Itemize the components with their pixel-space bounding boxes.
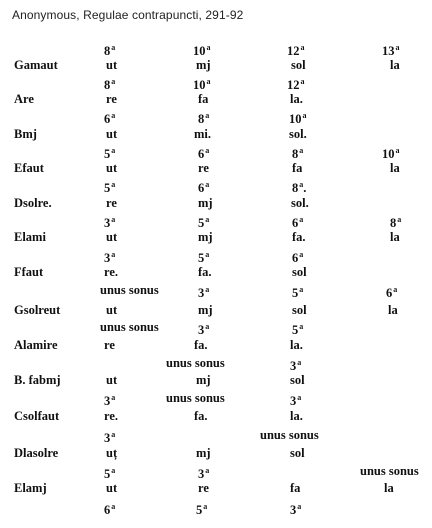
table-cell: 5$^a$ xyxy=(104,146,116,161)
table-cell: ut xyxy=(106,230,118,244)
table-row-syllables xyxy=(0,229,432,245)
table-cell: unus sonus xyxy=(360,464,419,478)
table-cell: 10$^a$ xyxy=(382,146,400,161)
table-row-syllables xyxy=(0,160,432,176)
row-label: Are xyxy=(14,92,34,106)
table-cell: re xyxy=(104,338,115,352)
table-cell: fa. xyxy=(194,338,208,352)
table-cell: 3$^a$ xyxy=(290,358,302,373)
table-cell: re. xyxy=(104,409,118,423)
table-cell: re. xyxy=(104,265,118,279)
table-cell: 8$^a$ xyxy=(390,215,402,230)
row-label: Dsolre. xyxy=(14,196,52,210)
table-cell: re xyxy=(106,196,117,210)
table-cell: 5$^a$ xyxy=(292,285,304,300)
table-row-intervals xyxy=(0,427,432,443)
table-cell: la. xyxy=(290,409,303,423)
table-row-intervals xyxy=(0,463,432,479)
table-cell: re xyxy=(106,92,117,106)
table-cell: fa xyxy=(292,161,303,175)
table-cell: 3$^a$ xyxy=(290,393,302,408)
table-cell: unus sonus xyxy=(166,356,225,370)
table-row-intervals xyxy=(0,499,432,515)
table-cell: 6$^a$ xyxy=(386,285,398,300)
table-cell: mj xyxy=(196,446,211,460)
table-cell: sol xyxy=(292,303,307,317)
table-cell: 13$^a$ xyxy=(382,43,400,58)
document-title: Anonymous, Regulae contrapuncti, 291-92 xyxy=(12,8,244,22)
table-cell: 3$^a$ xyxy=(198,322,210,337)
table-row-syllables xyxy=(0,408,432,424)
table-row-syllables xyxy=(0,91,432,107)
table-cell: 8$^a$ xyxy=(104,43,116,58)
table-cell: 6$^a$ xyxy=(292,215,304,230)
table-cell: unus sonus xyxy=(166,391,225,405)
table-cell: mj xyxy=(198,230,213,244)
table-cell: 3$^a$ xyxy=(104,430,116,445)
table-row-intervals xyxy=(0,355,432,371)
table-cell: fa. xyxy=(194,409,208,423)
table-cell: 6$^a$ xyxy=(104,111,116,126)
table-row-intervals xyxy=(0,247,432,263)
table-cell: 5$^a$ xyxy=(104,180,116,195)
table-cell: 5$^a$ xyxy=(196,502,208,517)
table-cell: sol xyxy=(292,265,307,279)
table-cell: 3$^a$ xyxy=(104,393,116,408)
table-row-syllables xyxy=(0,57,432,73)
table-cell: 5$^a$ xyxy=(198,250,210,265)
table-cell: sol xyxy=(290,373,305,387)
table-cell: uț xyxy=(106,446,118,460)
table-row-intervals xyxy=(0,282,432,298)
table-row-intervals xyxy=(0,390,432,406)
table-cell: mj xyxy=(196,58,211,72)
row-label: Ffaut xyxy=(14,265,44,279)
row-label: Gamaut xyxy=(14,58,58,72)
table-cell: re xyxy=(198,161,209,175)
table-row-intervals xyxy=(0,40,432,56)
table-cell: mi. xyxy=(194,127,212,141)
row-label: Elamj xyxy=(14,481,47,495)
table-cell: 10$^a$ xyxy=(193,43,211,58)
table-row-syllables xyxy=(0,337,432,353)
table-row-syllables xyxy=(0,195,432,211)
table-cell: 6$^a$ xyxy=(104,502,116,517)
table-cell: 10$^a$ xyxy=(193,77,211,92)
table-cell: la xyxy=(390,230,400,244)
table-cell: 3$^a$ xyxy=(198,285,210,300)
table-cell: sol xyxy=(290,446,305,460)
table-cell: la xyxy=(388,303,398,317)
table-cell: 8$^a$ xyxy=(104,77,116,92)
table-cell: unus sonus xyxy=(260,428,319,442)
table-cell: ut xyxy=(106,481,118,495)
table-cell: ut xyxy=(106,303,118,317)
row-label: Bmj xyxy=(14,127,37,141)
table-cell: ut xyxy=(106,161,118,175)
table-cell: 5$^a$ xyxy=(198,215,210,230)
table-row-syllables xyxy=(0,445,432,461)
table-cell: la. xyxy=(290,92,303,106)
row-label: Gsolreut xyxy=(14,303,61,317)
table-cell: 8$^a$ xyxy=(198,111,210,126)
table-row-syllables xyxy=(0,372,432,388)
table-cell: unus sonus xyxy=(100,320,159,334)
table-cell: fa. xyxy=(292,230,306,244)
row-label: Efaut xyxy=(14,161,44,175)
table-cell: la xyxy=(390,58,400,72)
table-cell: ut xyxy=(106,58,118,72)
table-cell: 3$^a$ xyxy=(290,502,302,517)
table-cell: sol xyxy=(291,58,306,72)
table-cell: 5$^a$ xyxy=(292,322,304,337)
row-label: B. fabmj xyxy=(14,373,61,387)
table-cell: ut xyxy=(106,373,118,387)
table-cell: fa. xyxy=(198,265,212,279)
table-cell: 10$^a$ xyxy=(289,111,307,126)
table-cell: fa xyxy=(198,92,209,106)
table-cell: mj xyxy=(198,303,213,317)
table-cell: unus sonus xyxy=(100,283,159,297)
row-label: Alamire xyxy=(14,338,58,352)
table-cell: 6$^a$ xyxy=(198,146,210,161)
table-row-intervals xyxy=(0,177,432,193)
table-cell: 12$^a$ xyxy=(287,77,305,92)
table-row-intervals xyxy=(0,212,432,228)
table-row-syllables xyxy=(0,264,432,280)
table-cell: 3$^a$ xyxy=(198,466,210,481)
table-cell: 3$^a$ xyxy=(104,250,116,265)
table-cell: 6$^a$ xyxy=(292,250,304,265)
table-cell: 5$^a$ xyxy=(104,466,116,481)
table-cell: la xyxy=(390,161,400,175)
table-cell: 8$^a$ xyxy=(292,146,304,161)
table-cell: sol. xyxy=(289,127,307,141)
row-label: Dlasolre xyxy=(14,446,59,460)
table-row-intervals xyxy=(0,143,432,159)
table-cell: re xyxy=(198,481,209,495)
table-cell: 8$^a$. xyxy=(292,180,307,195)
row-label: Csolfaut xyxy=(14,409,60,423)
table-cell: la. xyxy=(290,338,303,352)
table-cell: 3$^a$ xyxy=(104,215,116,230)
table-cell: ut xyxy=(106,127,118,141)
table-row-syllables xyxy=(0,302,432,318)
table-row-syllables xyxy=(0,480,432,496)
table-cell: 12$^a$ xyxy=(287,43,305,58)
table-cell: mj xyxy=(198,196,213,210)
table-row-syllables xyxy=(0,126,432,142)
table-row-intervals xyxy=(0,319,432,335)
table-cell: 6$^a$ xyxy=(198,180,210,195)
table-row-intervals xyxy=(0,74,432,90)
table-cell: fa xyxy=(290,481,301,495)
table-row-intervals xyxy=(0,108,432,124)
table-cell: sol. xyxy=(291,196,309,210)
row-label: Elami xyxy=(14,230,46,244)
table-cell: mj xyxy=(196,373,211,387)
table-cell: la xyxy=(384,481,394,495)
